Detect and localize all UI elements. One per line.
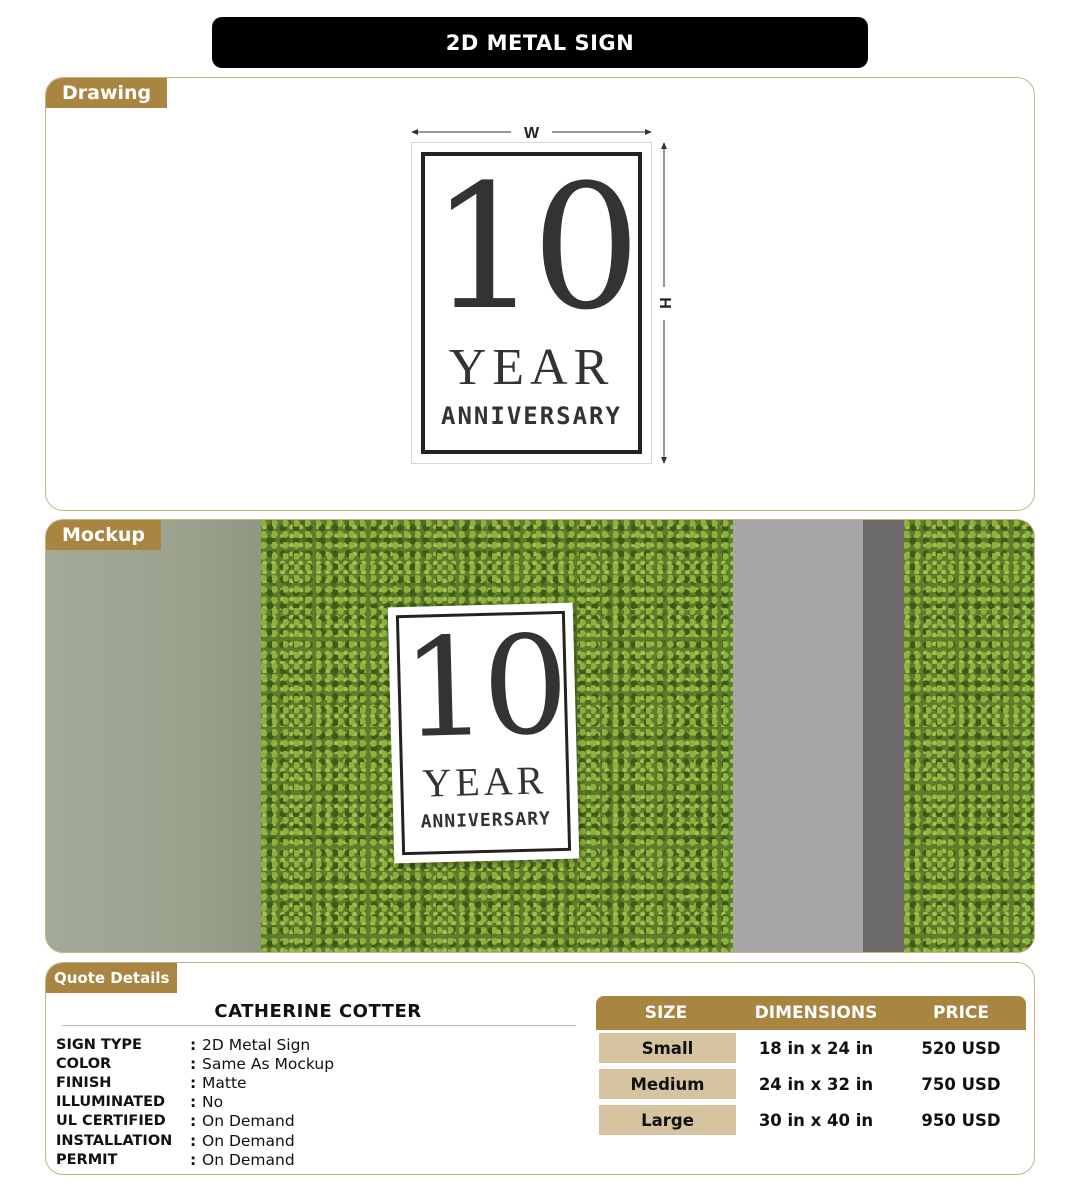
- dimensions-cell: 18 in x 24 in: [758, 1038, 874, 1058]
- dimensions-cell: 24 in x 32 in: [758, 1074, 874, 1094]
- divider: [62, 1025, 576, 1026]
- sign-border: [421, 147, 642, 454]
- detail-key: COLOR: [56, 1055, 112, 1072]
- mockup-panel: [45, 519, 1035, 953]
- detail-key: SIGN TYPE: [56, 1036, 142, 1053]
- detail-separator: :: [190, 1035, 197, 1054]
- price-table-header: [596, 996, 1026, 1030]
- detail-value: No: [202, 1093, 224, 1112]
- detail-key: FINISH: [56, 1074, 112, 1091]
- price-cell: 750 USD: [921, 1074, 1001, 1094]
- detail-row: [56, 1035, 334, 1054]
- price-table: [596, 996, 1026, 1138]
- detail-key: PERMIT: [56, 1151, 118, 1168]
- detail-row: [56, 1093, 334, 1112]
- detail-key: INSTALLATION: [56, 1132, 173, 1149]
- table-row: [596, 1030, 1026, 1066]
- table-row: [596, 1066, 1026, 1102]
- mockup-sign-number: 10: [399, 606, 565, 770]
- mockup-hedge-right: [904, 520, 1035, 952]
- detail-value: Matte: [202, 1073, 247, 1092]
- detail-separator: :: [190, 1150, 197, 1169]
- detail-value: 2D Metal Sign: [202, 1035, 311, 1054]
- details-list: [56, 1035, 334, 1169]
- detail-row: [56, 1131, 334, 1150]
- mockup-sign-anniversary-text: ANNIVERSARY: [420, 808, 552, 833]
- width-dimension-arrow: [411, 123, 652, 141]
- mockup-wall: [46, 520, 281, 952]
- detail-value: On Demand: [202, 1112, 295, 1131]
- detail-separator: :: [190, 1112, 197, 1131]
- mockup-tab: Mockup: [46, 520, 161, 550]
- price-cell: 950 USD: [921, 1110, 1001, 1130]
- detail-key: ILLUMINATED: [56, 1094, 166, 1111]
- header-size: SIZE: [644, 1003, 688, 1023]
- detail-separator: :: [190, 1131, 197, 1150]
- size-cell: Medium: [599, 1069, 736, 1099]
- detail-value: On Demand: [202, 1131, 295, 1150]
- size-cell: Small: [599, 1033, 736, 1063]
- detail-key: UL CERTIFIED: [56, 1113, 166, 1130]
- drawing-panel: [45, 77, 1035, 511]
- mockup-column-shadow: [863, 520, 907, 952]
- table-row: [596, 1102, 1026, 1138]
- sign-drawing: [411, 142, 652, 464]
- client-name: CATHERINE COTTER: [214, 1001, 422, 1022]
- detail-value: Same As Mockup: [202, 1054, 335, 1073]
- drawing-tab: Drawing: [46, 78, 167, 108]
- size-cell: Large: [599, 1105, 736, 1135]
- detail-row: [56, 1150, 334, 1169]
- price-cell: 520 USD: [921, 1038, 1001, 1058]
- quote-details-tab: Quote Details: [46, 963, 177, 993]
- detail-row: [56, 1112, 334, 1131]
- mockup-sign-border: [396, 606, 571, 855]
- detail-separator: :: [190, 1093, 197, 1112]
- height-dimension-arrow: [653, 142, 675, 464]
- mockup-sign-year-text: YEAR: [421, 757, 548, 806]
- detail-row: [56, 1054, 334, 1073]
- detail-separator: :: [190, 1054, 197, 1073]
- mockup-column: [733, 520, 863, 952]
- sign-year-text: YEAR: [448, 339, 615, 396]
- height-label: H: [655, 297, 673, 309]
- quote-details-panel: [45, 962, 1035, 1175]
- detail-row: [56, 1073, 334, 1092]
- header-dimensions: DIMENSIONS: [754, 1003, 878, 1023]
- sign-anniversary-text: ANNIVERSARY: [441, 402, 622, 430]
- detail-separator: :: [190, 1073, 197, 1092]
- page-title: 2D METAL SIGN: [212, 17, 868, 68]
- header-price: PRICE: [933, 1003, 989, 1023]
- width-label: W: [523, 125, 540, 141]
- detail-value: On Demand: [202, 1150, 295, 1169]
- dimensions-cell: 30 in x 40 in: [758, 1110, 874, 1130]
- mockup-sign: [388, 603, 580, 864]
- sign-number: 10: [430, 147, 633, 348]
